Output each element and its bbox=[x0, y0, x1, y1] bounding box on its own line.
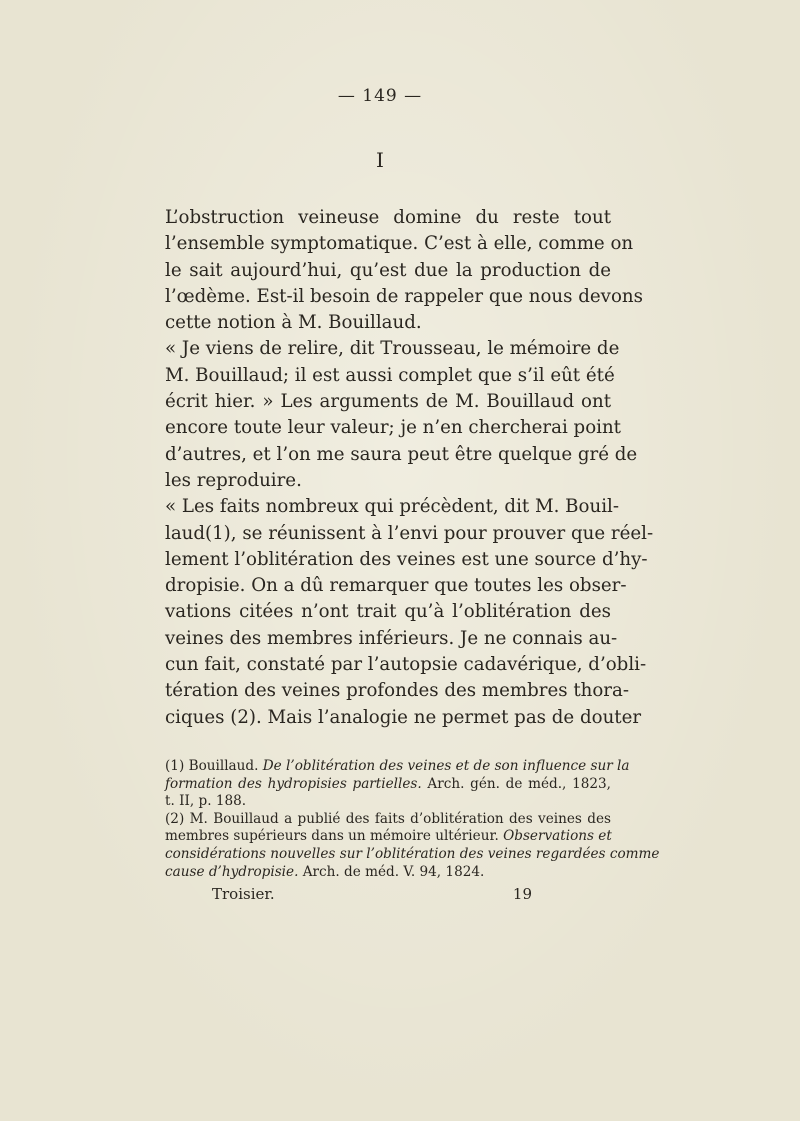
text-line: cun fait, constaté par l’autopsie cadavérique, d’obli- bbox=[165, 654, 647, 676]
text-line: vations citées n’ont trait qu’à l’oblitération des bbox=[165, 601, 611, 623]
section-heading: I bbox=[376, 148, 384, 172]
body-text bbox=[165, 205, 654, 731]
footer-author: Troisier. bbox=[212, 885, 275, 903]
text-line: l’œdème. Est-il besoin de rappeler que nous devons bbox=[165, 285, 643, 307]
footnote-line bbox=[165, 828, 611, 846]
footnote-line: t. II, p. 188. bbox=[165, 793, 247, 810]
footnote-line bbox=[165, 758, 630, 776]
footnote-text: Arch. gén. de méd., 1823, bbox=[421, 775, 611, 792]
text-line: l’ensemble symptomatique. C’est à elle, comme on bbox=[165, 233, 634, 255]
text-line: dropisie. On a dû remarquer que toutes les obser- bbox=[165, 575, 627, 597]
page-number: — 149 — bbox=[337, 86, 423, 106]
footnote-title: considérations nouvelles sur l’oblitération des veines regardées comme bbox=[165, 845, 660, 862]
footnote-line: (2) M. Bouillaud a publié des faits d’oblitération des veines des bbox=[165, 810, 611, 827]
signature-mark: 19 bbox=[512, 885, 532, 903]
text-line: laud(1), se réunissent à l’envi pour prouver que réel- bbox=[165, 522, 654, 544]
text-line: L’obstruction veineuse domine du reste tout bbox=[165, 207, 611, 228]
text-line: lement l’oblitération des veines est une source d’hy- bbox=[165, 548, 648, 570]
page-footer bbox=[212, 884, 532, 904]
footnote-title: cause d’hydropisie. bbox=[165, 863, 299, 880]
footnote-1 bbox=[165, 758, 630, 811]
text-line: écrit hier. » Les arguments de M. Bouillaud ont bbox=[165, 391, 611, 413]
text-line: le sait aujourd’hui, qu’est due la production de bbox=[165, 259, 611, 281]
footnote-line bbox=[165, 776, 611, 794]
text-line: d’autres, et l’on me saura peut être quelque gré de bbox=[165, 443, 638, 465]
text-line: les reproduire. bbox=[165, 469, 302, 491]
text-line: veines des membres inférieurs. Je ne connais au- bbox=[165, 627, 618, 649]
footnote-line bbox=[165, 845, 660, 864]
footnote-text: membres supérieurs dans un mémoire ultérieur. bbox=[165, 828, 504, 845]
text-line: cette notion à M. Bouillaud. bbox=[165, 312, 422, 334]
footnote-title: Observations et bbox=[503, 828, 612, 845]
footnote-2 bbox=[165, 810, 660, 881]
text-line: « Je viens de relire, dit Trousseau, le mémoire de bbox=[165, 338, 620, 360]
text-line: tération des veines profondes des membres thora- bbox=[165, 680, 629, 702]
footnotes bbox=[165, 758, 660, 881]
footnote-line bbox=[165, 864, 611, 882]
footnote-text: (1) Bouillaud. bbox=[165, 758, 263, 774]
footnote-title: De l’oblitération des veines et de son influence sur la bbox=[262, 758, 630, 774]
text-line: ciques (2). Mais l’analogie ne permet pas de douter bbox=[165, 706, 642, 728]
text-line: M. Bouillaud; il est aussi complet que s’il eût été bbox=[165, 364, 615, 386]
text-line: « Les faits nombreux qui précèdent, dit M. Bouil- bbox=[165, 496, 619, 518]
footnote-text: Arch. de méd. V. 94, 1824. bbox=[298, 863, 485, 880]
footnote-title: formation des hydropisies partielles. bbox=[165, 775, 422, 792]
text-line: encore toute leur valeur; je n’en chercherai point bbox=[165, 417, 621, 439]
